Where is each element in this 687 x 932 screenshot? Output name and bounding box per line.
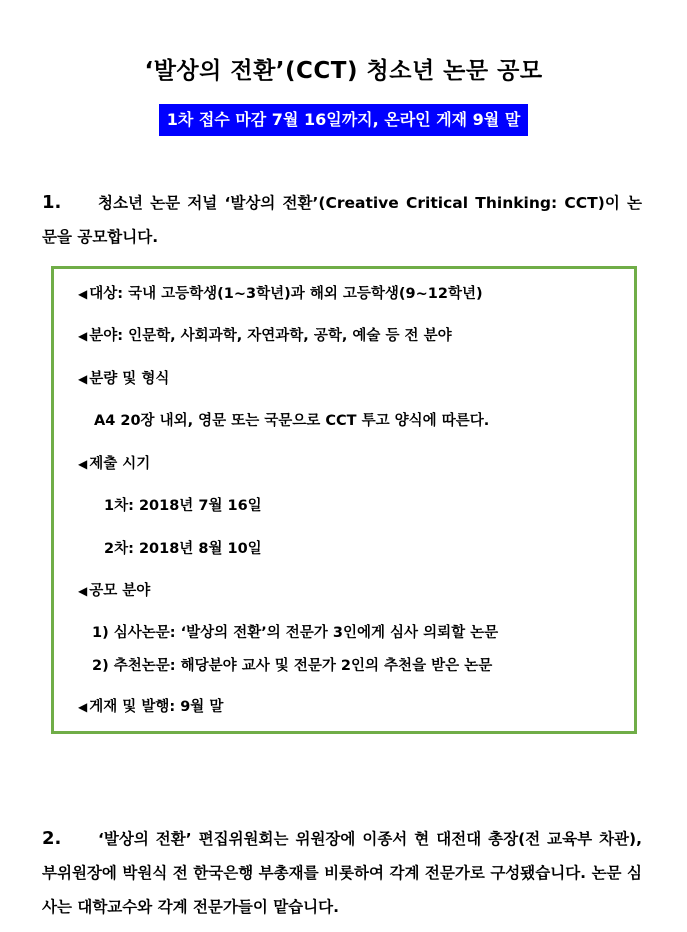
- field-text: 분야: 인문학, 사회과학, 자연과학, 공학, 예술 등 전 분야: [89, 328, 452, 344]
- document-title: ‘발상의 전환’(CCT) 청소년 논문 공모: [144, 58, 543, 84]
- section-2-number: 2.: [42, 828, 62, 849]
- bullet-triangle-icon: ◀: [78, 372, 88, 386]
- bullet-triangle-icon: ◀: [78, 700, 88, 714]
- deadline-heading-text: 제출 시기: [89, 456, 151, 472]
- category-heading-line: [78, 579, 150, 600]
- volume-heading-text: 분량 및 형식: [89, 371, 170, 387]
- bullet-triangle-icon: ◀: [78, 584, 88, 598]
- bullet-triangle-icon: ◀: [78, 457, 88, 471]
- deadline-banner: 1차 접수 마감 7월 16일까지, 온라인 게재 9월 말: [159, 104, 529, 136]
- section-1-text: 청소년 논문 저널 ‘발상의 전환’(Creative Critical Thinking: CCT)이 논문을 공모합니다.: [42, 194, 642, 246]
- section-2-paragraph: [42, 822, 642, 924]
- section-1-number: 1.: [42, 192, 62, 213]
- publish-text: 게재 및 발행: 9월 말: [89, 699, 224, 715]
- target-line: [78, 282, 483, 303]
- volume-heading-line: [78, 367, 169, 388]
- category-heading-text: 공모 분야: [89, 583, 151, 599]
- bullet-triangle-icon: ◀: [78, 287, 88, 301]
- section-1-paragraph: [42, 186, 642, 254]
- category-2-line: 2) 추천논문: 해당분야 교사 및 전문가 2인의 추천을 받은 논문: [92, 658, 493, 674]
- bullet-triangle-icon: ◀: [78, 329, 88, 343]
- deadline-2-line: 2차: 2018년 8월 10일: [104, 541, 262, 557]
- field-line: [78, 324, 452, 345]
- banner-wrapper: [0, 104, 687, 136]
- target-text: 대상: 국내 고등학생(1~3학년)과 해외 고등학생(9~12학년): [89, 286, 483, 302]
- deadline-heading-line: [78, 452, 150, 473]
- deadline-1-line: 1차: 2018년 7월 16일: [104, 498, 262, 514]
- publish-line: [78, 695, 223, 716]
- section-2-text: ‘발상의 전환’ 편집위원회는 위원장에 이종서 현 대전대 총장(전 교육부 차관), 부위원장에 박원식 전 한국은행 부총재를 비롯하여 각계 전문가로 구성됐습니다. 논문 심사는 대학교수와 각계 전문가들이 맡습니다.: [42, 830, 642, 916]
- category-1-line: 1) 심사논문: ‘발상의 전환’의 전문가 3인에게 심사 의뢰할 논문: [92, 625, 499, 641]
- volume-detail-line: A4 20장 내외, 영문 또는 국문으로 CCT 투고 양식에 따른다.: [94, 413, 490, 429]
